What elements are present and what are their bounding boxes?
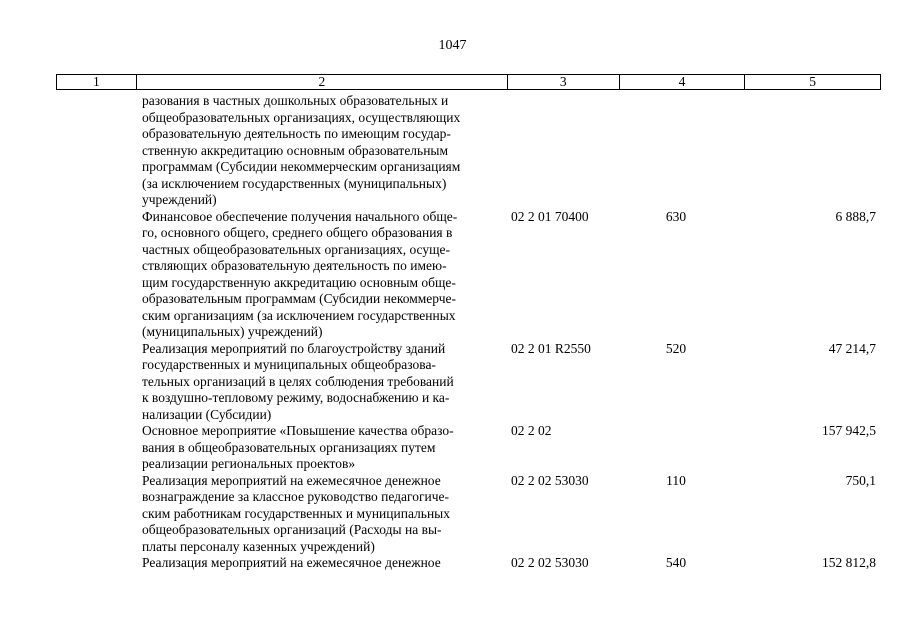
row-amount: 750,1 — [845, 472, 876, 488]
table-row — [56, 423, 881, 473]
row-amount: 157 942,5 — [822, 423, 876, 438]
header-col-5: 5 — [809, 74, 817, 89]
row-type: 110 — [666, 472, 686, 488]
table-header — [56, 74, 881, 90]
row-amount: 47 214,7 — [828, 340, 876, 356]
row-description: Финансовое обеспечение получения начального обще- го, основного общего, среднего общего образования в частных общеобразовательных организациях, осуще- ствляющих образовательную деятельность по имею- щим государственную аккредитацию основным обще- образовательным программам (Субсидии некоммерче- ским организациям (за исключением государственных (муниципальных) учреждений) — [142, 208, 458, 339]
row-description: Основное мероприятие «Повышение качества образо- вания в общеобразовательных организациях путем реализации региональных проектов» — [142, 423, 454, 471]
table-row — [56, 555, 881, 572]
row-description: Реализация мероприятий по благоустройству зданий государственных и муниципальных общеобразова- тельных организаций в целях соблюдения требований к воздушно-тепловому режиму, водоснабжению и ка- нализации (Субсидии) — [142, 340, 454, 422]
table-body — [56, 93, 881, 572]
table-row — [56, 341, 881, 424]
row-description: Реализация мероприятий на ежемесячное денежное вознаграждение за классное руководство педагогиче- ским работникам государственных и муниципальных общеобразовательных организаций (Расходы на вы- платы персоналу казенных учреждений) — [142, 472, 450, 554]
row-code: 02 2 02 53030 — [511, 472, 589, 488]
row-amount: 6 888,7 — [835, 208, 876, 224]
row-description: Реализация мероприятий на ежемесячное денежное — [142, 555, 441, 570]
row-amount: 152 812,8 — [822, 555, 876, 570]
row-type: 540 — [665, 555, 687, 570]
page-number: 1047 — [438, 38, 467, 53]
table-row — [56, 93, 881, 209]
row-type: 630 — [665, 208, 687, 224]
row-type: 520 — [665, 340, 687, 356]
row-code: 02 2 01 70400 — [511, 208, 589, 224]
header-col-2: 2 — [137, 75, 508, 89]
header-col-1: 1 — [57, 75, 137, 89]
header-col-3: 3 — [508, 75, 620, 89]
table-row — [56, 209, 881, 341]
row-code: 02 2 02 — [511, 423, 552, 438]
row-code: 02 2 01 R2550 — [511, 340, 591, 356]
header-col-4: 4 — [620, 75, 746, 89]
table-row — [56, 473, 881, 556]
row-description: разования в частных дошкольных образовательных и общеобразовательных организациях, осуществляющих образовательную деятельность по имеющим государ- ственную аккредитацию основным образовательным программам (Субсидии некоммерческим организациям (за исключением государственных (муниципальных) учреждений) — [142, 93, 461, 207]
row-code: 02 2 02 53030 — [511, 555, 589, 570]
